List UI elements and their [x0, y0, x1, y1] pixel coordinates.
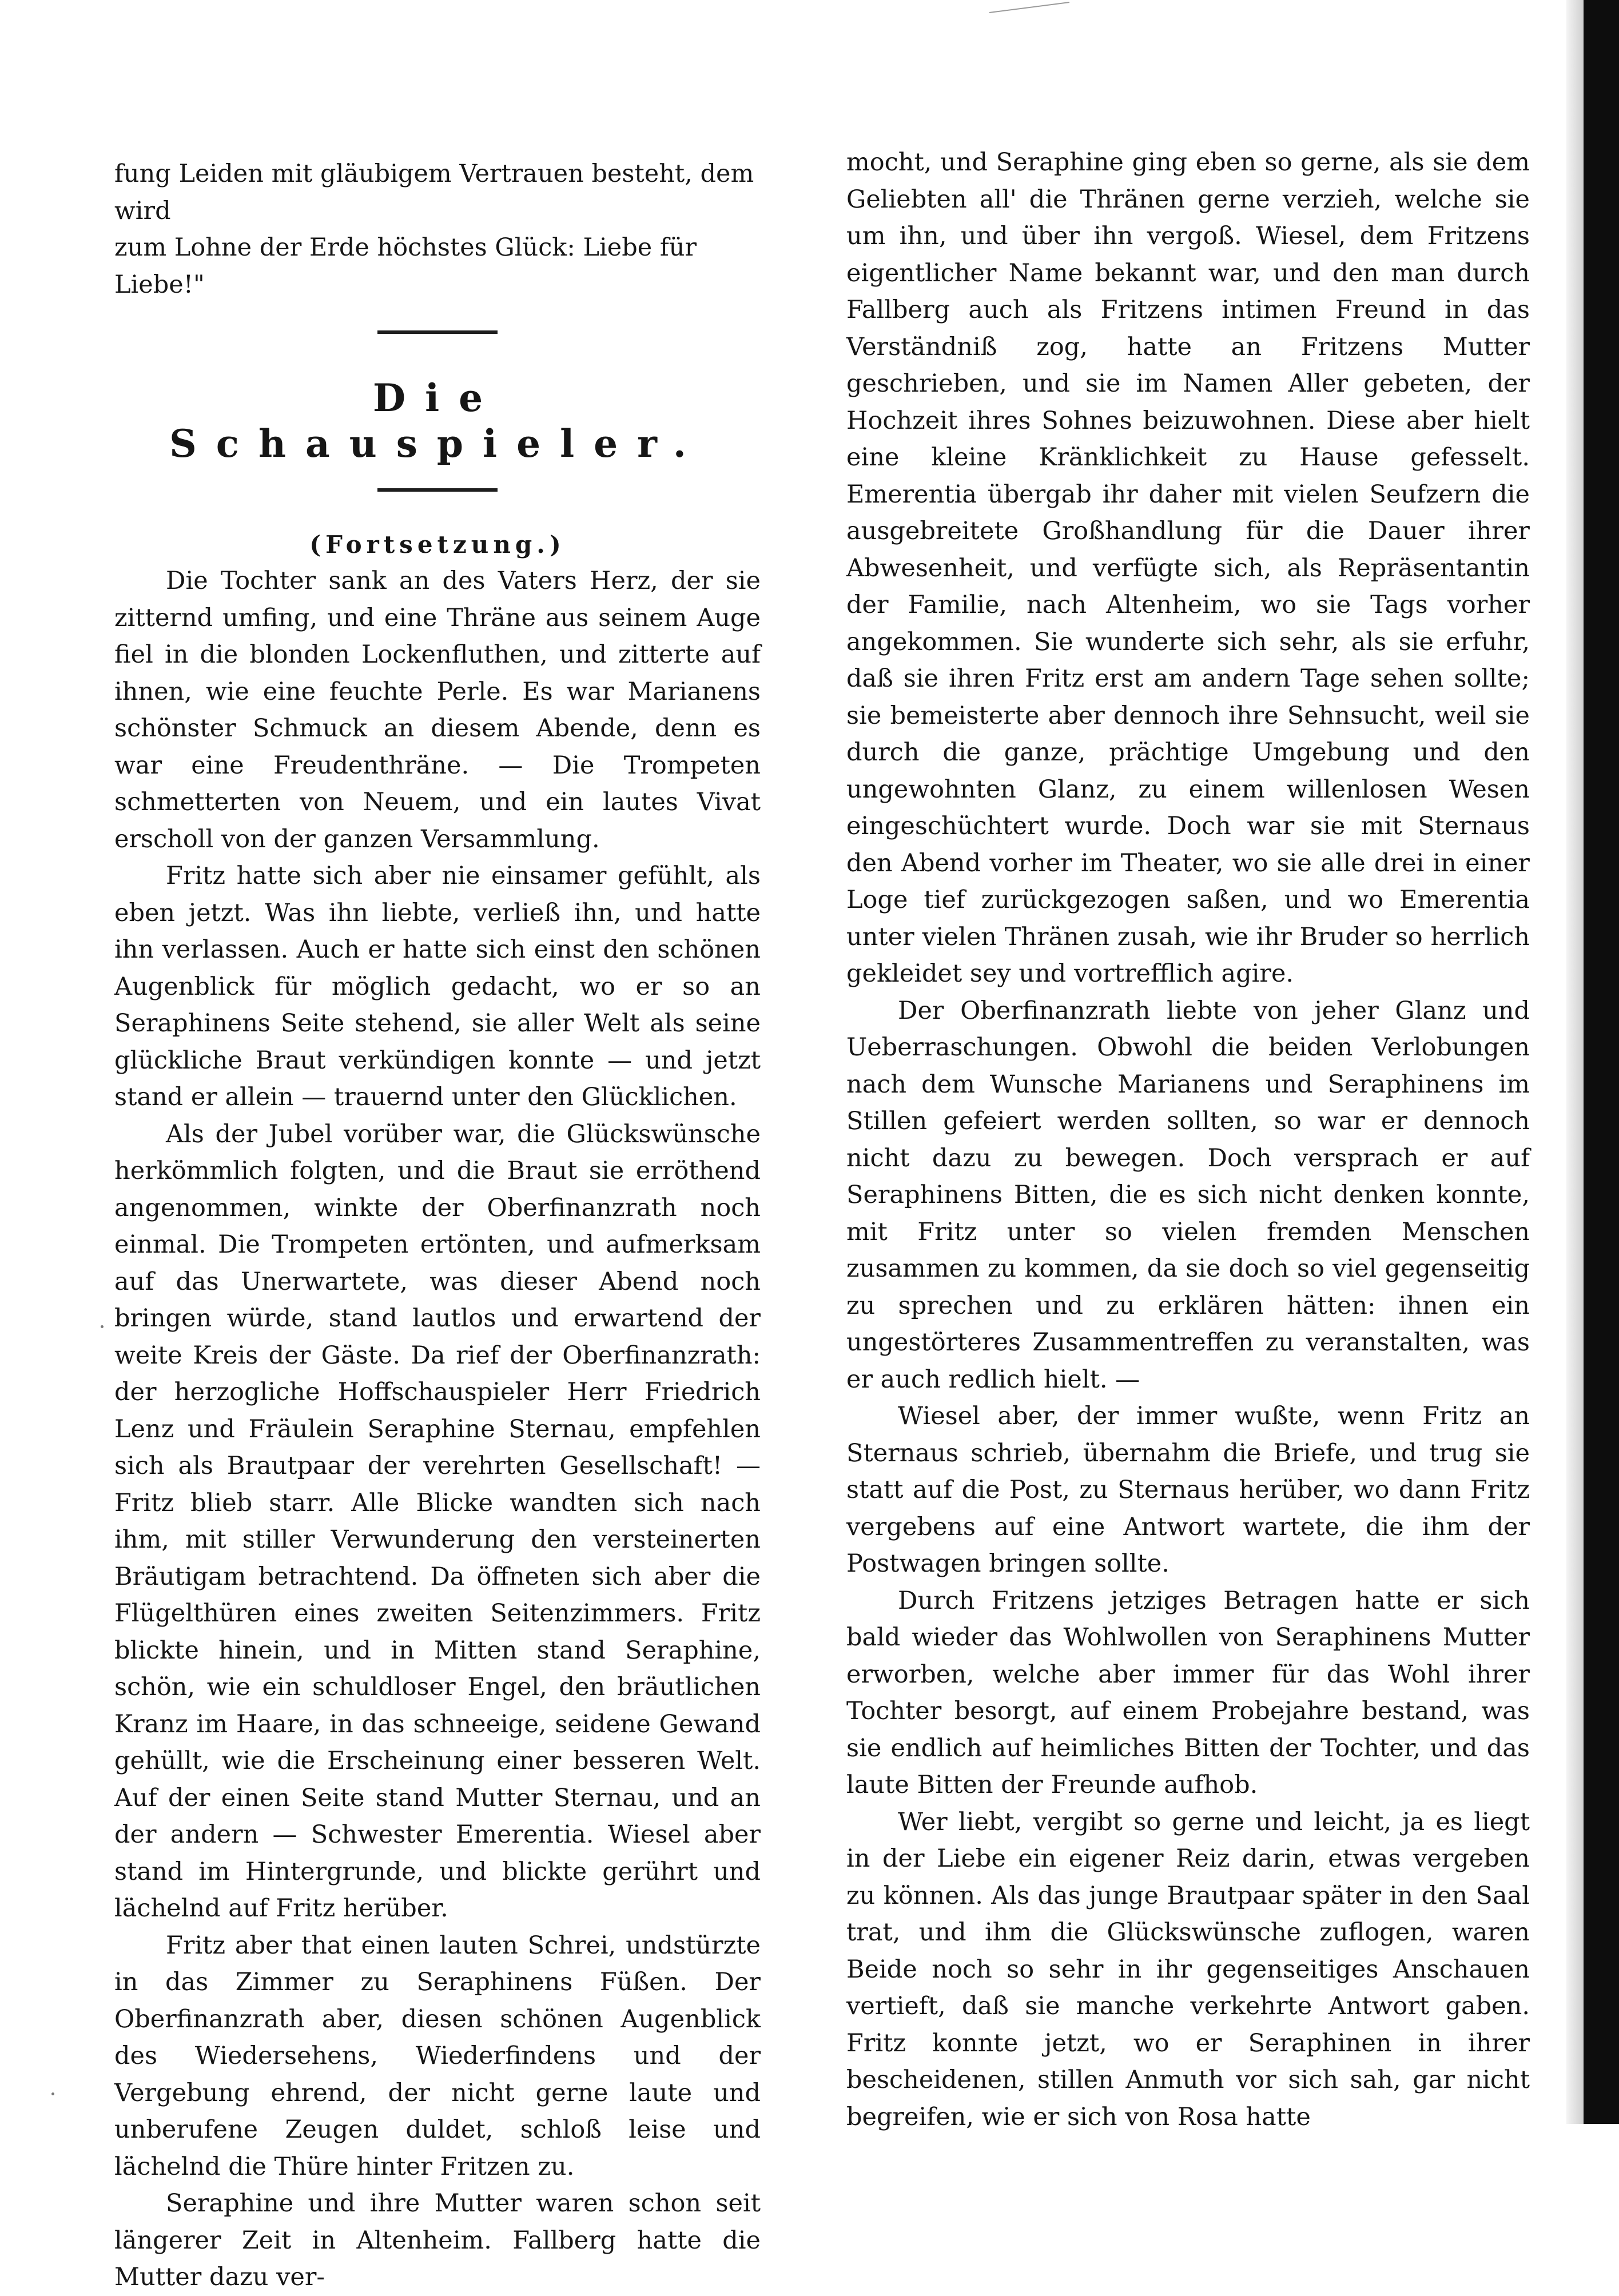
opening-line: zum Lohne der Erde höchstes Glück: Liebe für Liebe!": [114, 233, 697, 299]
divider-rule: [377, 488, 498, 492]
opening-line: fung Leiden mit gläubigem Vertrauen besteht, dem wird: [114, 160, 754, 225]
paragraph: Die Tochter sank an des Vaters Herz, der sie zitternd umfing, und eine Thräne aus seinem Auge fiel in die blonden Lockenfluthen, und zitterte auf ihnen, wie eine feuchte Perle. Es war Marianens schönster Schmuck an diesem Abende, denn es war eine Freudenthräne. — Die Trompeten schmetterten von Neuem, und ein lautes Vivat erscholl von der ganzen Versammlung.: [114, 567, 761, 854]
pen-mark: [989, 0, 1069, 17]
page-fold-shadow: [1566, 0, 1584, 2124]
divider-rule: [377, 330, 498, 334]
paragraph: mocht, und Seraphine ging eben so gerne, als sie dem Geliebten all' die Thränen gerne verzieh, welche sie um ihn, und über ihn vergoß. Wiesel, dem Fritzens eigentlicher Name bekannt war, und den man durch Fallberg auch als Fritzens intimen Freund in das Verständniß zog, hatte an Fritzens Mutter geschrieben, und sie im Namen Aller gebeten, der Hochzeit ihres Sohnes beizuwohnen. Diese aber hielt eine kleine Kränklichkeit zu Hause gefesselt. Emerentia übergab ihr daher mit vielen Seufzern die ausgebreitete Großhandlung für die Dauer ihrer Abwesenheit, und verfügte sich, als Repräsentantin der Familie, nach Altenheim, wo sie Tags vorher angekommen. Sie wunderte sich sehr, als sie erfuhr, daß sie ihren Fritz erst am andern Tage sehen sollte; sie bemeisterte aber dennoch ihre Sehnsucht, weil sie durch die ganze, prächtige Umgebung und den ungewohnten Glanz, zu einem willenlosen Wesen eingeschüchtert wurde. Doch war sie mit Sternaus den Abend vorher im Theater, wo sie alle drei in einer Loge tief zurückgezogen saßen, und wo Emerentia unter vielen Thränen zusah, wie ihr Bruder so herrlich gekleidet sey und vortrefflich agire.: [846, 148, 1530, 988]
paragraph: Fritz aber that einen lauten Schrei, undstürzte in das Zimmer zu Seraphinens Füßen. Der Oberfinanzrath aber, diesen schönen Augenblick des Wiedersehens, Wiederfindens und der Vergebung ehrend, der nicht gerne laute und unberufene Zeugen duldet, schloß leise und lächelnd die Thüre hinter Fritzen zu.: [114, 1931, 761, 2181]
paragraph: Wiesel aber, der immer wußte, wenn Fritz an Sternaus schrieb, übernahm die Briefe, und trug sie statt auf die Post, zu Sternaus herüber, wo dann Fritz vergebens auf eine Antwort wartete, die ihm der Postwagen bringen sollte.: [846, 1402, 1530, 1578]
scan-border: [1584, 0, 1619, 2124]
paragraph: Der Oberfinanzrath liebte von jeher Glanz und Ueberraschungen. Obwohl die beiden Verlobungen nach dem Wunsche Marianens und Seraphinens im Stillen gefeiert werden sollten, so war er dennoch nicht dazu zu bewegen. Doch versprach er auf Seraphinens Bitten, die es sich nicht denken konnte, mit Fritz unter so vielen fremden Menschen zusammen zu kommen, da sie doch so viel gegenseitig zu sprechen und zu erklären hätten: ihnen ein ungestörteres Zusammentreffen zu veranstalten, was er auch redlich hielt. —: [846, 996, 1530, 1394]
section-title: Die Schauspieler.: [169, 376, 706, 466]
paragraph: Fritz hatte sich aber nie einsamer gefühlt, als eben jetzt. Was ihn liebte, verließ ihn, und hatte ihn verlassen. Auch er hatte sich einst den schönen Augenblick für möglich gedacht, wo er so an Seraphinens Seite stehend, sie aller Welt als seine glückliche Braut verkündigen konnte — und jetzt stand er allein — trauernd unter den Glücklichen.: [114, 862, 761, 1111]
section-subtitle: (Fortsetzung.): [309, 531, 566, 559]
paragraph: Wer liebt, vergibt so gerne und leicht, ja es liegt in der Liebe ein eigener Reiz darin, etwas vergeben zu können. Als das junge Brautpaar später in den Saal trat, und ihm die Glückswünsche zuflogen, waren Beide noch so sehr in ihr gegenseitiges Anschauen vertieft, daß sie manche verkehrte Antwort gaben. Fritz konnte jetzt, wo er Seraphinen in ihrer bescheidenen, stillen Anmuth vor sich sah, gar nicht begreifen, wie er sich von Rosa hatte: [846, 1807, 1530, 2131]
ink-speck: [101, 1325, 104, 1328]
paragraph: Seraphine und ihre Mutter waren schon seit längerer Zeit in Altenheim. Fallberg hatte die Mutter dazu ver-: [114, 2189, 761, 2291]
right-column: [846, 144, 1530, 2135]
left-column: [114, 156, 761, 2296]
paragraph: Durch Fritzens jetziges Betragen hatte er sich bald wieder das Wohlwollen von Seraphinens Mutter erworben, welche aber immer für das Wohl ihrer Tochter besorgt, auf einem Probejahre bestand, was sie endlich auf heimliches Bitten der Tochter, und das laute Bitten der Freunde aufhob.: [846, 1586, 1530, 1799]
paragraph: Als der Jubel vorüber war, die Glückswünsche herkömmlich folgten, und die Braut sie erröthend angenommen, winkte der Oberfinanzrath noch einmal. Die Trompeten ertönten, und aufmerksam auf das Unerwartete, was dieser Abend noch bringen würde, stand lautlos und erwartend der weite Kreis der Gäste. Da rief der Oberfinanzrath: der herzogliche Hoffschauspieler Herr Friedrich Lenz und Fräulein Seraphine Sternau, empfehlen sich als Brautpaar der verehrten Gesellschaft! — Fritz blieb starr. Alle Blicke wandten sich nach ihm, mit stiller Verwunderung den versteinerten Bräutigam betrachtend. Da öffneten sich aber die Flügelthüren eines zweiten Seitenzimmers. Fritz blickte hinein, und in Mitten stand Seraphine, schön, wie ein schuldloser Engel, den bräutlichen Kranz im Haare, in das schneeige, seidene Gewand gehüllt, wie die Erscheinung einer besseren Welt. Auf der einen Seite stand Mutter Sternau, und an der andern — Schwester Emerentia. Wiesel aber stand im Hintergrunde, und blickte gerührt und lächelnd auf Fritz herüber.: [114, 1119, 761, 1923]
ink-speck: [51, 2092, 54, 2095]
